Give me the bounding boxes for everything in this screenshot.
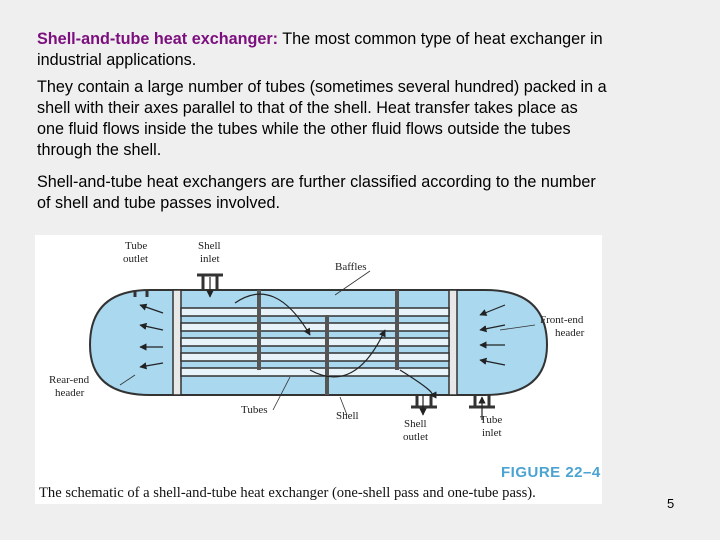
shell-label: Shell [336, 410, 359, 422]
shell-inlet-label-line1: Shell [198, 240, 221, 252]
intro-paragraph [37, 29, 607, 71]
shell-outlet-label-line1: Shell [404, 418, 427, 430]
term-highlight: Shell-and-tube heat exchanger: [37, 30, 279, 48]
front-end-header-label-line1: Front-end [540, 314, 584, 326]
front-tube-sheet [449, 290, 457, 395]
shell-outlet-nozzle [417, 395, 431, 407]
figure-caption: The schematic of a shell-and-tube heat exchanger (one-shell pass and one-tube pass). [39, 485, 536, 501]
shell-inlet-label-line2: inlet [200, 253, 220, 265]
tube-outlet-label-line1: Tube [125, 240, 148, 252]
description-paragraph: They contain a large number of tubes (sometimes several hundred) packed in a shell with their axes parallel to that of the shell. Heat transfer takes place as one fluid flows inside the tubes while the other fluid flows outside the tubes through the shell. [37, 78, 607, 159]
heat-exchanger-diagram [35, 235, 602, 504]
tubes-label: Tubes [241, 404, 268, 416]
intro-text: The most common type of heat exchanger in industrial applications. [37, 30, 603, 69]
tube-outlet-label-line2: outlet [123, 253, 149, 265]
page-number: 5 [667, 496, 675, 511]
figure-number: FIGURE 22–4 [501, 464, 601, 481]
shell-outlet-label-line2: outlet [403, 431, 429, 443]
rear-end-header-label-line1: Rear-end [49, 374, 90, 386]
front-end-header-label-line2: header [555, 327, 585, 339]
heat-exchanger-figure [35, 235, 602, 504]
tube-inlet-label-line1: Tube [480, 414, 503, 426]
baffles-label: Baffles [335, 261, 367, 273]
classification-paragraph: Shell-and-tube heat exchangers are further classified according to the number of shell and tube passes involved. [37, 173, 596, 212]
rear-tube-sheet [173, 290, 181, 395]
tube-inlet-label-line2: inlet [482, 427, 502, 439]
rear-end-header-label-line2: header [55, 387, 85, 399]
